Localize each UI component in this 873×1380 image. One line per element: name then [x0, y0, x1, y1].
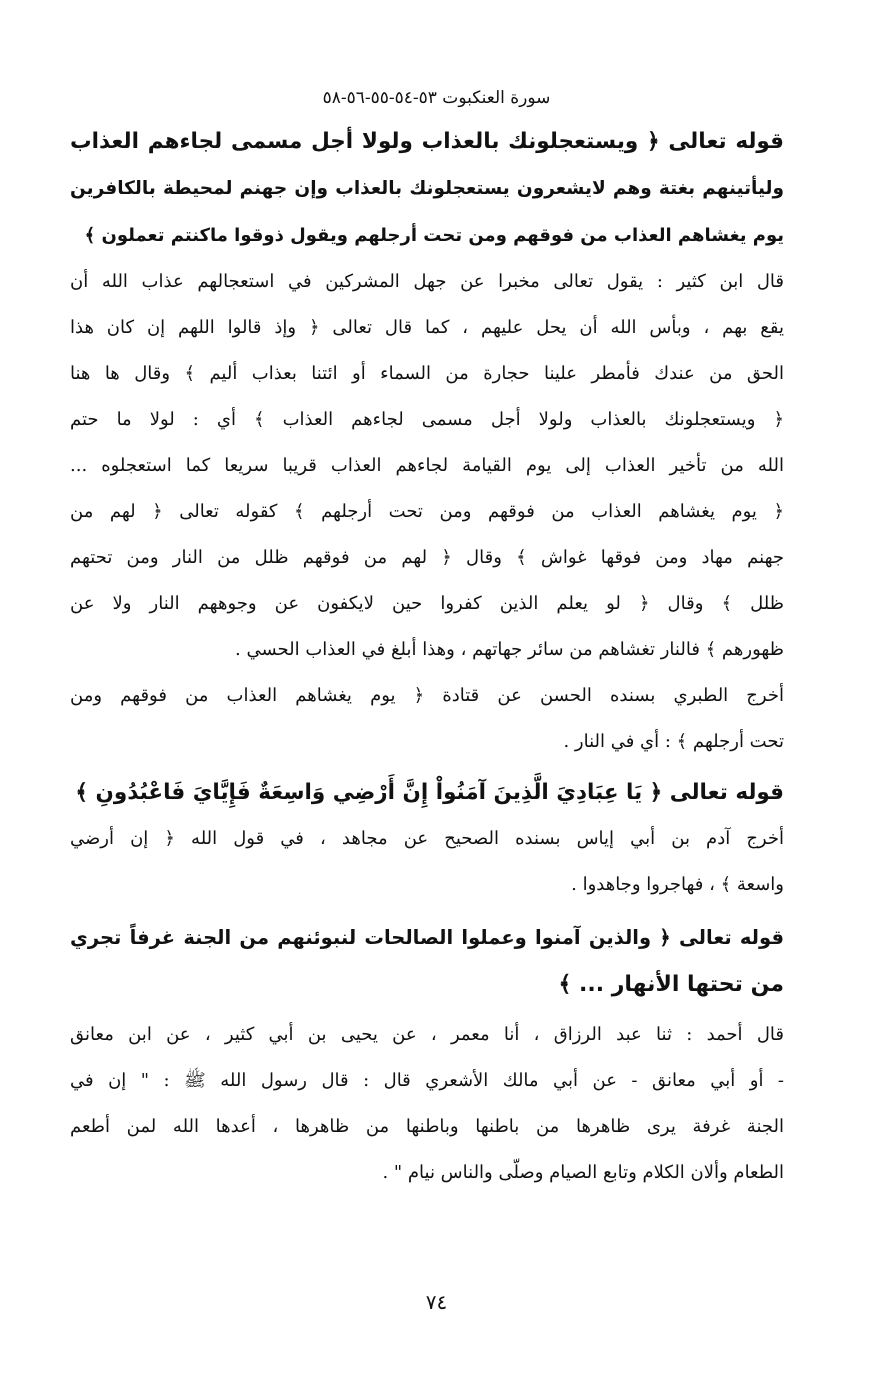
- heading-line: قوله تعالى ﴿ ويستعجلونك بالعذاب ولولا أجل مسمى لجاءهم العذاب: [70, 129, 784, 154]
- paragraph-line: أخرج الطبري بسنده الحسن عن قتادة ﴿ يوم يغشاهم العذاب من فوقهم ومن: [70, 685, 784, 706]
- paragraph-line: جهنم مهاد ومن فوقها غواش ﴾ وقال ﴿ لهم من فوقهم ظلل من النار ومن تحتهم: [70, 547, 784, 568]
- commentary-paragraph: [70, 1012, 784, 1196]
- commentary-paragraph: [70, 259, 784, 673]
- paragraph-line: واسعة ﴾ ، فهاجروا وجاهدوا .: [571, 874, 784, 895]
- heading-line: قوله تعالى ﴿ يَا عِبَادِيَ الَّذِينَ آمَنُواْ إِنَّ أَرْضِي وَاسِعَةٌ فَإِيَّايَ فَاعْبُدُونِ ﴾: [75, 780, 784, 805]
- verse-heading: [70, 769, 784, 816]
- verse-heading: [70, 914, 784, 1008]
- paragraph-line: يقع بهم ، وبأس الله أن يحل عليهم ، كما قال تعالى ﴿ وإذ قالوا اللهم إن كان هذا: [70, 317, 784, 338]
- heading-line: وليأتينهم بغتة وهم لايشعرون يستعجلونك بالعذاب وإن جهنم لمحيطة بالكافرين: [70, 178, 784, 199]
- paragraph-line: ﴿ يوم يغشاهم العذاب من فوقهم ومن تحت أرجلهم ﴾ كقوله تعالى ﴿ لهم من: [70, 501, 784, 522]
- heading-line: من تحتها الأنهار ... ﴾: [558, 972, 784, 997]
- paragraph-line: أخرج آدم بن أبي إياس بسنده الصحيح عن مجاهد ، في قول الله ﴿ إن أرضي: [70, 828, 784, 849]
- paragraph-line: الطعام وألان الكلام وتابع الصيام وصلّى والناس نيام " .: [382, 1162, 784, 1183]
- commentary-paragraph: [70, 816, 784, 908]
- paragraph-line: قال ابن كثير : يقول تعالى مخبرا عن جهل المشركين في استعجالهم عذاب الله أن: [70, 271, 784, 292]
- paragraph-line: ﴿ ويستعجلونك بالعذاب ولولا أجل مسمى لجاءهم العذاب ﴾ أي : لولا ما حتم: [70, 409, 784, 430]
- heading-line: يوم يغشاهم العذاب من فوقهم ومن تحت أرجلهم ويقول ذوقوا ماكنتم تعملون ﴾: [84, 225, 784, 246]
- page-body: [70, 118, 784, 1196]
- paragraph-line: ظلل ﴾ وقال ﴿ لو يعلم الذين كفروا حين لايكفون عن وجوههم النار ولا عن: [70, 593, 784, 614]
- paragraph-line: - أو أبي معانق - عن أبي مالك الأشعري قال : قال رسول الله ﷺ : " إن في: [70, 1070, 784, 1091]
- paragraph-line: قال أحمد : ثنا عبد الرزاق ، أنا معمر ، عن يحيى بن أبي كثير ، عن ابن معانق: [70, 1024, 784, 1045]
- page-number: ٧٤: [425, 1290, 448, 1314]
- verse-heading: [70, 118, 784, 259]
- paragraph-line: الحق من عندك فأمطر علينا حجارة من السماء أو ائتنا بعذاب أليم ﴾ وقال ها هنا: [70, 363, 784, 384]
- heading-line: قوله تعالى ﴿ والذين آمنوا وعملوا الصالحات لنبوئنهم من الجنة غرفاً تجري: [70, 926, 784, 949]
- commentary-paragraph: [70, 673, 784, 765]
- paragraph-line: الله من تأخير العذاب إلى يوم القيامة لجاءهم العذاب قريبا سريعا كما استعجلوه ...: [70, 455, 784, 476]
- paragraph-line: الجنة غرفة يرى ظاهرها من باطنها وباطنها من ظاهرها ، أعدها الله لمن أطعم: [70, 1116, 784, 1137]
- paragraph-line: تحت أرجلهم ﴾ : أي في النار .: [563, 731, 784, 752]
- running-header: سورة العنكبوت ٥٣-٥٤-٥٥-٥٦-٥٨: [322, 88, 551, 108]
- paragraph-line: ظهورهم ﴾ فالنار تغشاهم من سائر جهاتهم ، وهذا أبلغ في العذاب الحسي .: [235, 639, 784, 660]
